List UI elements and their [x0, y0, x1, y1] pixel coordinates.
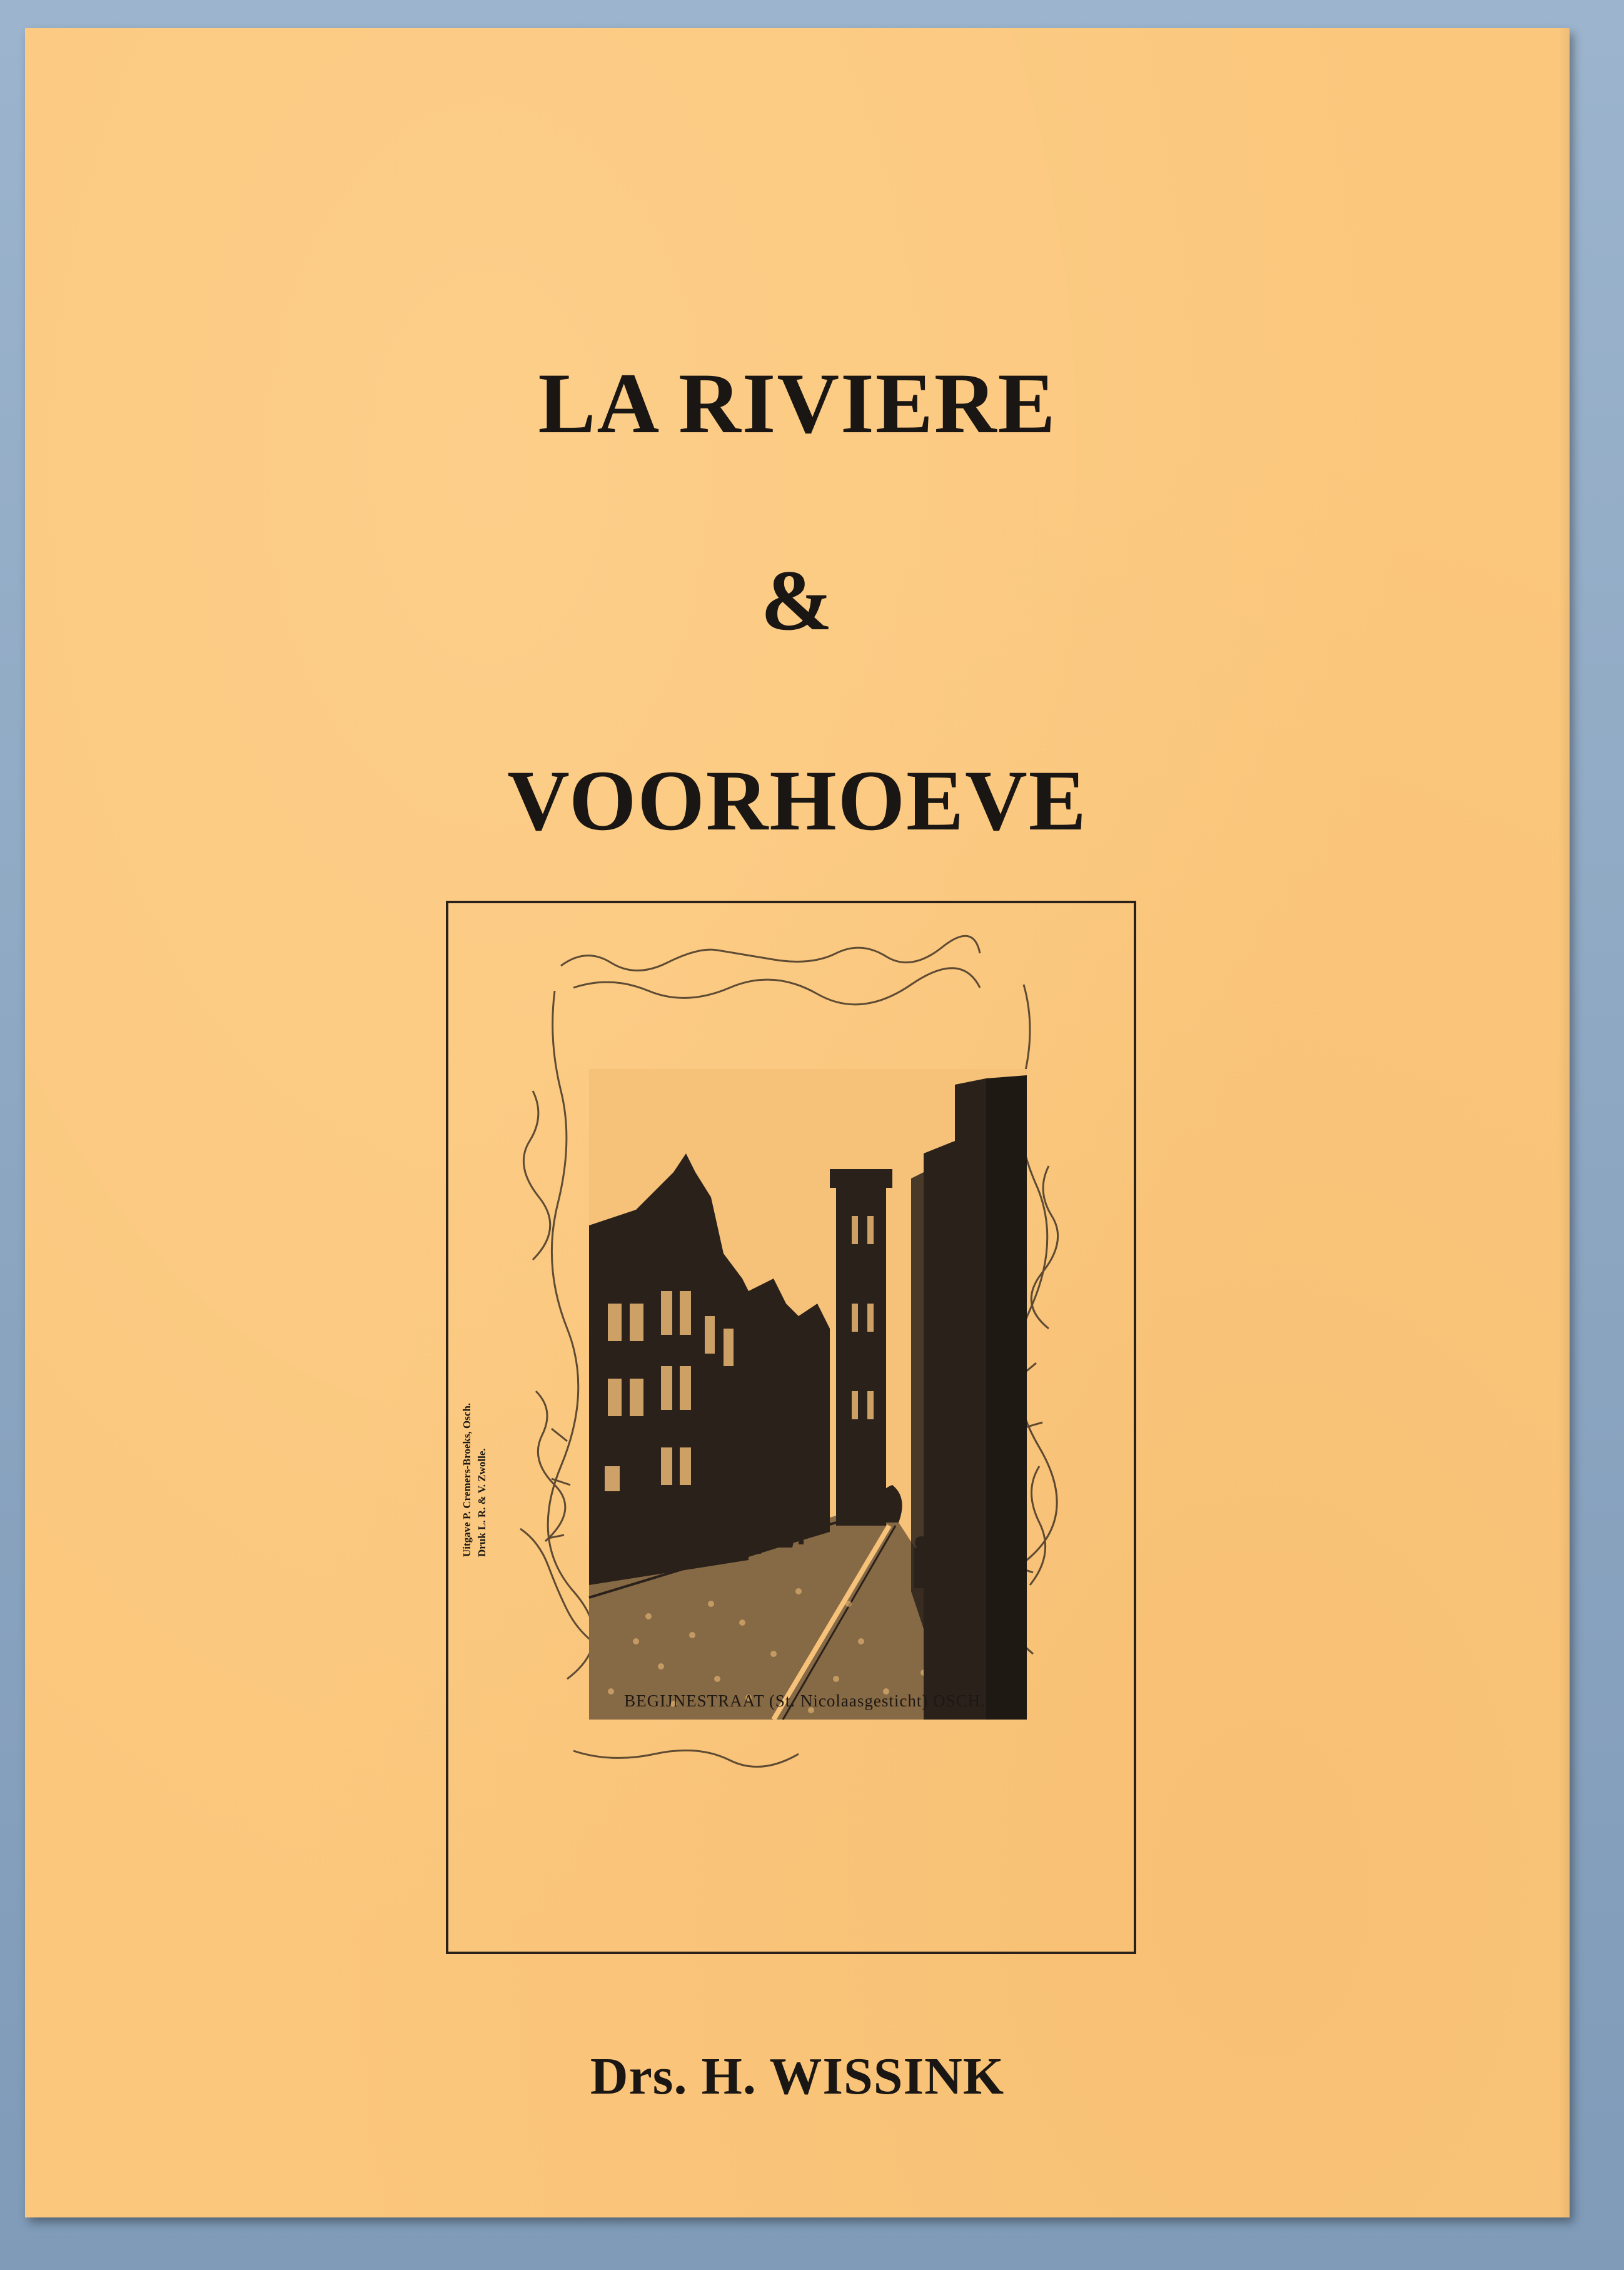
title-line-1: LA RIVIERE — [538, 355, 1057, 451]
postcard-frame — [446, 901, 1136, 1954]
publisher-line: Uitgave P. Cremers-Broeks, Osch. — [461, 1402, 473, 1557]
title-ampersand: & — [760, 552, 834, 648]
street-postcard-illustration — [448, 903, 1134, 1952]
author-name: Drs. H. WISSINK — [590, 2047, 1005, 2105]
street-photo — [589, 1069, 1027, 1720]
booklet-cover — [25, 28, 1570, 2217]
postcard-publisher-imprint — [460, 1232, 490, 1557]
printer-line: Druk L. R. & V. Zwolle. — [476, 1448, 488, 1557]
postcard-caption: BEGIJNESTRAAT (St. Nicolaasgesticht) OSCH. — [624, 1691, 986, 1710]
title-line-2: VOORHOEVE — [507, 752, 1087, 848]
